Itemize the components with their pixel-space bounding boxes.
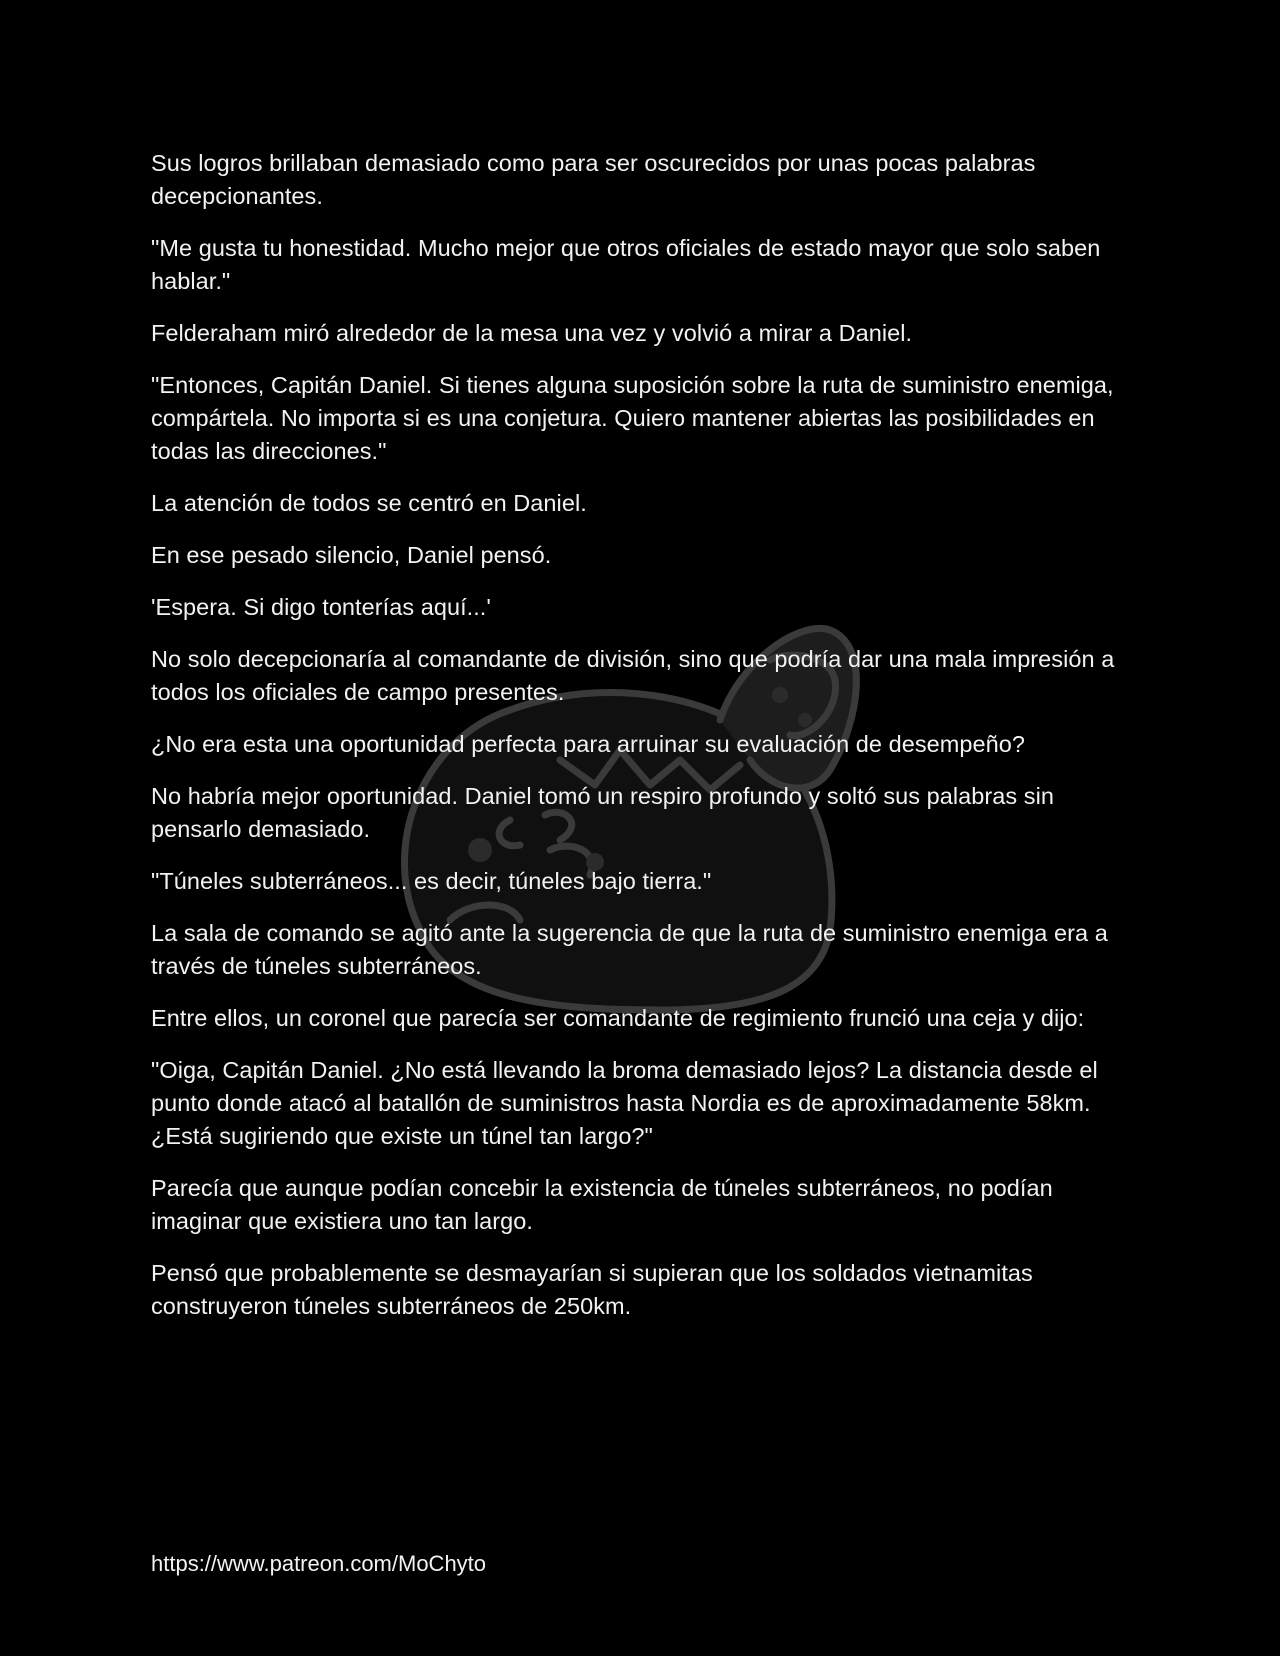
paragraph: Parecía que aunque podían concebir la existencia de túneles subterráneos, no podían imaginar que existiera uno tan largo. [151,1175,1053,1234]
chapter-text [151,147,1131,1342]
paragraph: La sala de comando se agitó ante la sugerencia de que la ruta de suministro enemiga era a través de túneles subterráneos. [151,920,1108,979]
paragraph: Felderaham miró alrededor de la mesa una vez y volvió a mirar a Daniel. [151,320,913,346]
paragraph: No solo decepcionaría al comandante de división, sino que podría dar una mala impresión a todos los oficiales de campo presentes. [151,646,1115,705]
paragraph: La atención de todos se centró en Daniel. [151,490,587,516]
paragraph: No habría mejor oportunidad. Daniel tomó un respiro profundo y soltó sus palabras sin pensarlo demasiado. [151,783,1054,842]
patreon-link[interactable]: https://www.patreon.com/MoChyto [151,1551,487,1576]
paragraph: "Me gusta tu honestidad. Mucho mejor que otros oficiales de estado mayor que solo saben hablar." [151,235,1101,294]
paragraph: "Oiga, Capitán Daniel. ¿No está llevando la broma demasiado lejos? La distancia desde el punto donde atacó al batallón de suministros hasta Nordia es de aproximadamente 58km. ¿Está sugiriendo que existe un túnel tan largo?" [151,1057,1098,1149]
paragraph: Sus logros brillaban demasiado como para ser oscurecidos por unas pocas palabras decepcionantes. [151,150,1036,209]
paragraph: En ese pesado silencio, Daniel pensó. [151,542,552,568]
paragraph: Pensó que probablemente se desmayarían si supieran que los soldados vietnamitas construyeron túneles subterráneos de 250km. [151,1260,1033,1319]
paragraph: Entre ellos, un coronel que parecía ser comandante de regimiento frunció una ceja y dijo: [151,1005,1085,1031]
paragraph: ¿No era esta una oportunidad perfecta para arruinar su evaluación de desempeño? [151,731,1026,757]
paragraph: "Túneles subterráneos... es decir, túneles bajo tierra." [151,868,712,894]
paragraph: "Entonces, Capitán Daniel. Si tienes alguna suposición sobre la ruta de suministro enemiga, compártela. No importa si es una conjetura. Quiero mantener abiertas las posibilidades en todas las direcciones." [151,372,1114,464]
paragraph: 'Espera. Si digo tonterías aquí...' [151,594,491,620]
